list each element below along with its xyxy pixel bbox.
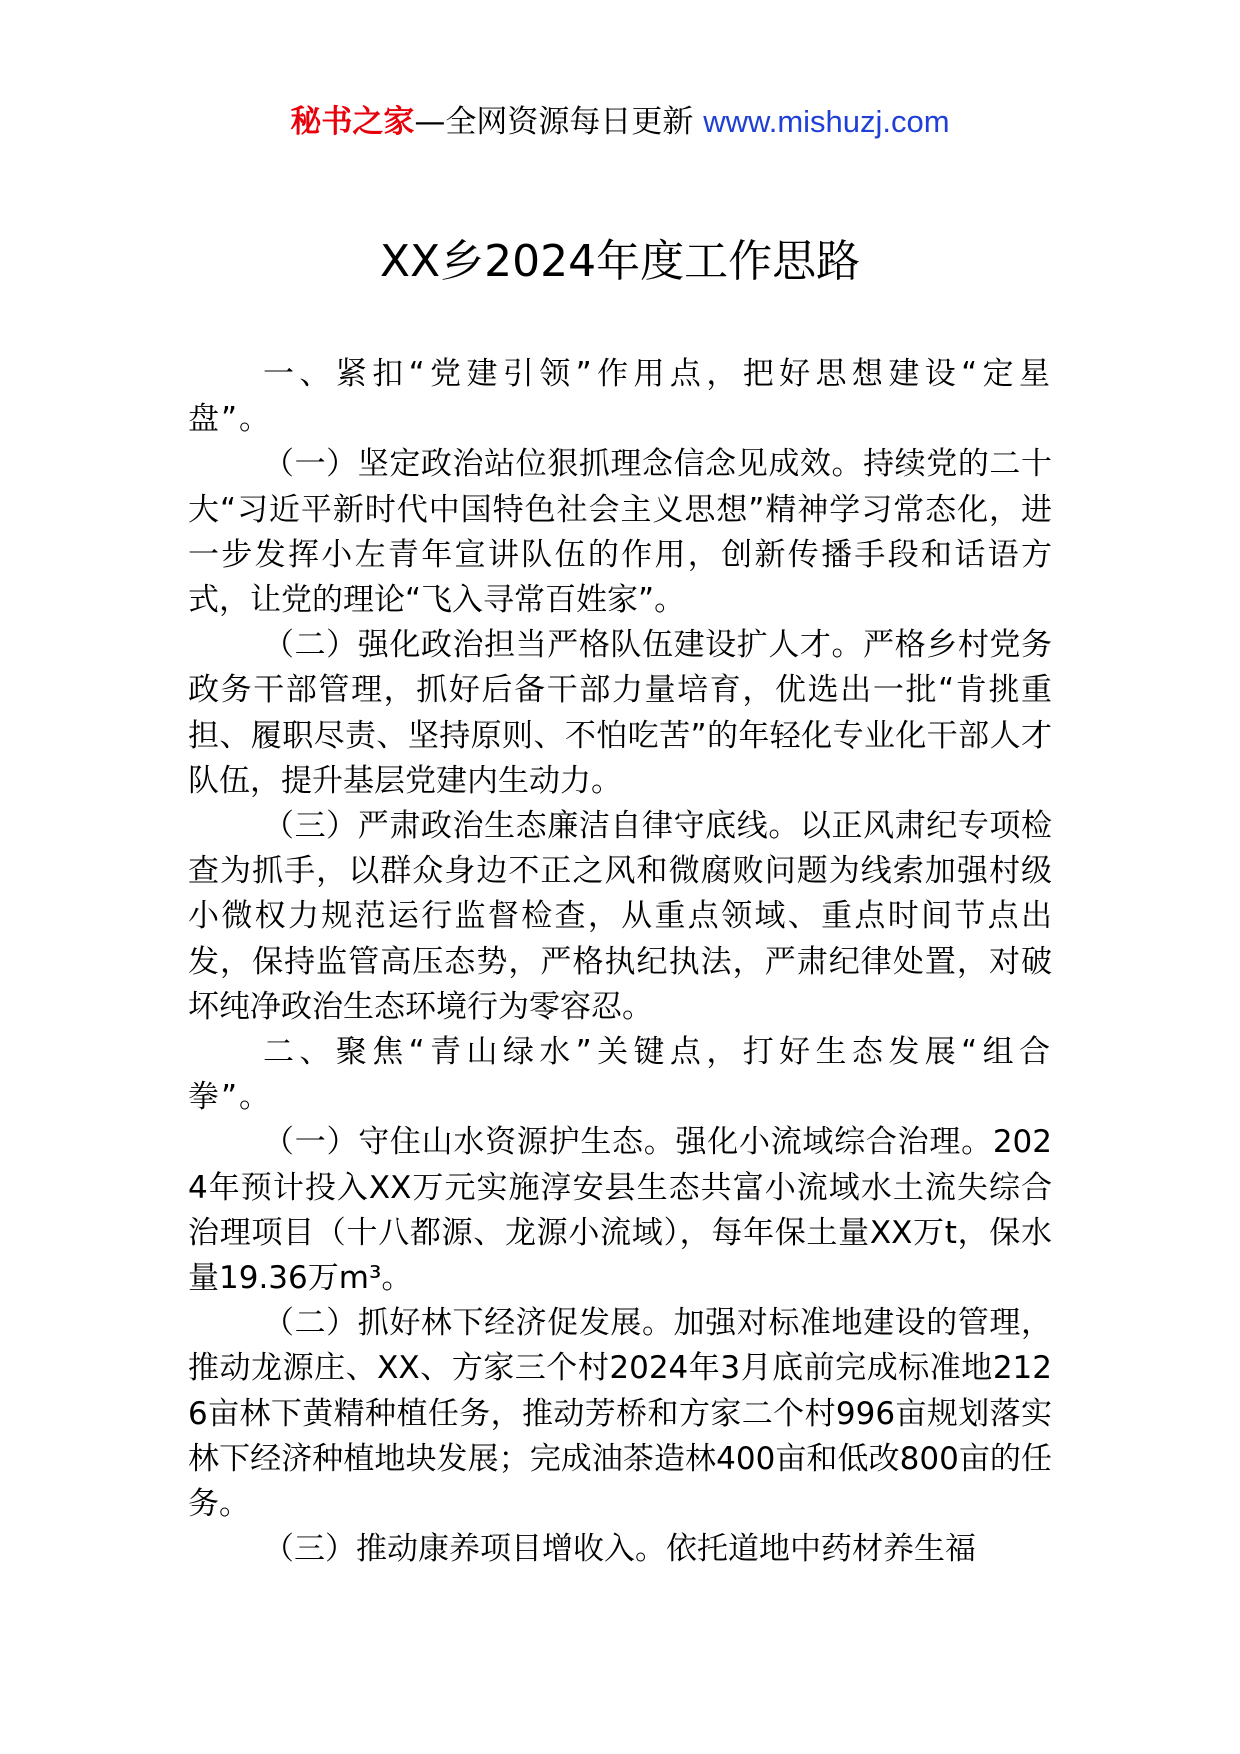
- site-tagline: —全网资源每日更新: [414, 104, 704, 140]
- section-heading-1: 一、紧扣“党建引领”作用点，把好思想建设“定星盘”。: [188, 356, 1052, 438]
- site-brand: 秘书之家: [290, 104, 415, 140]
- site-url-link[interactable]: www.mishuzj.com: [703, 104, 950, 139]
- section-heading-2: 二、聚焦“青山绿水”关键点，打好生态发展“组合拳”。: [188, 1034, 1052, 1116]
- paragraph: （三）严肃政治生态廉洁自律守底线。以正风肃纪专项检查为抓手，以群众身边不正之风和微腐败问题为线索加强村级小微权力规范运行监督检查，从重点领域、重点时间节点出发，保持监管高压态势，严格执纪执法，严肃纪律处置，对破坏纯净政治生态环境行为零容忍。: [188, 808, 1052, 1025]
- site-banner: [0, 100, 1240, 144]
- paragraph: （一）坚定政治站位狠抓理念信念见成效。持续党的二十大“习近平新时代中国特色社会主义思想”精神学习常态化，进一步发挥小左青年宣讲队伍的作用，创新传播手段和话语方式，让党的理论“飞入寻常百姓家”。: [188, 446, 1052, 619]
- paragraph: （一）守住山水资源护生态。强化小流域综合治理。2024年预计投入XX万元实施淳安县生态共富小流域水土流失综合治理项目（十八都源、龙源小流域），每年保土量XX万t，保水量19.36万m³。: [188, 1124, 1052, 1297]
- document-body: [188, 352, 1052, 1572]
- paragraph: （三）推动康养项目增收入。依托道地中药材养生福: [263, 1531, 976, 1568]
- paragraph: （二）强化政治担当严格队伍建设扩人才。严格乡村党务政务干部管理，抓好后备干部力量培育，优选出一批“肯挑重担、履职尽责、坚持原则、不怕吃苦”的年轻化专业化干部人才队伍，提升基层党建内生动力。: [188, 627, 1052, 799]
- paragraph: （二）抓好林下经济促发展。加强对标准地建设的管理，推动龙源庄、XX、方家三个村2024年3月底前完成标准地2126亩林下黄精种植任务，推动芳桥和方家二个村996亩规划落实林下经济种植地块发展；完成油茶造林400亩和低改800亩的任务。: [188, 1305, 1052, 1523]
- document-title: XX乡2024年度工作思路: [379, 236, 861, 287]
